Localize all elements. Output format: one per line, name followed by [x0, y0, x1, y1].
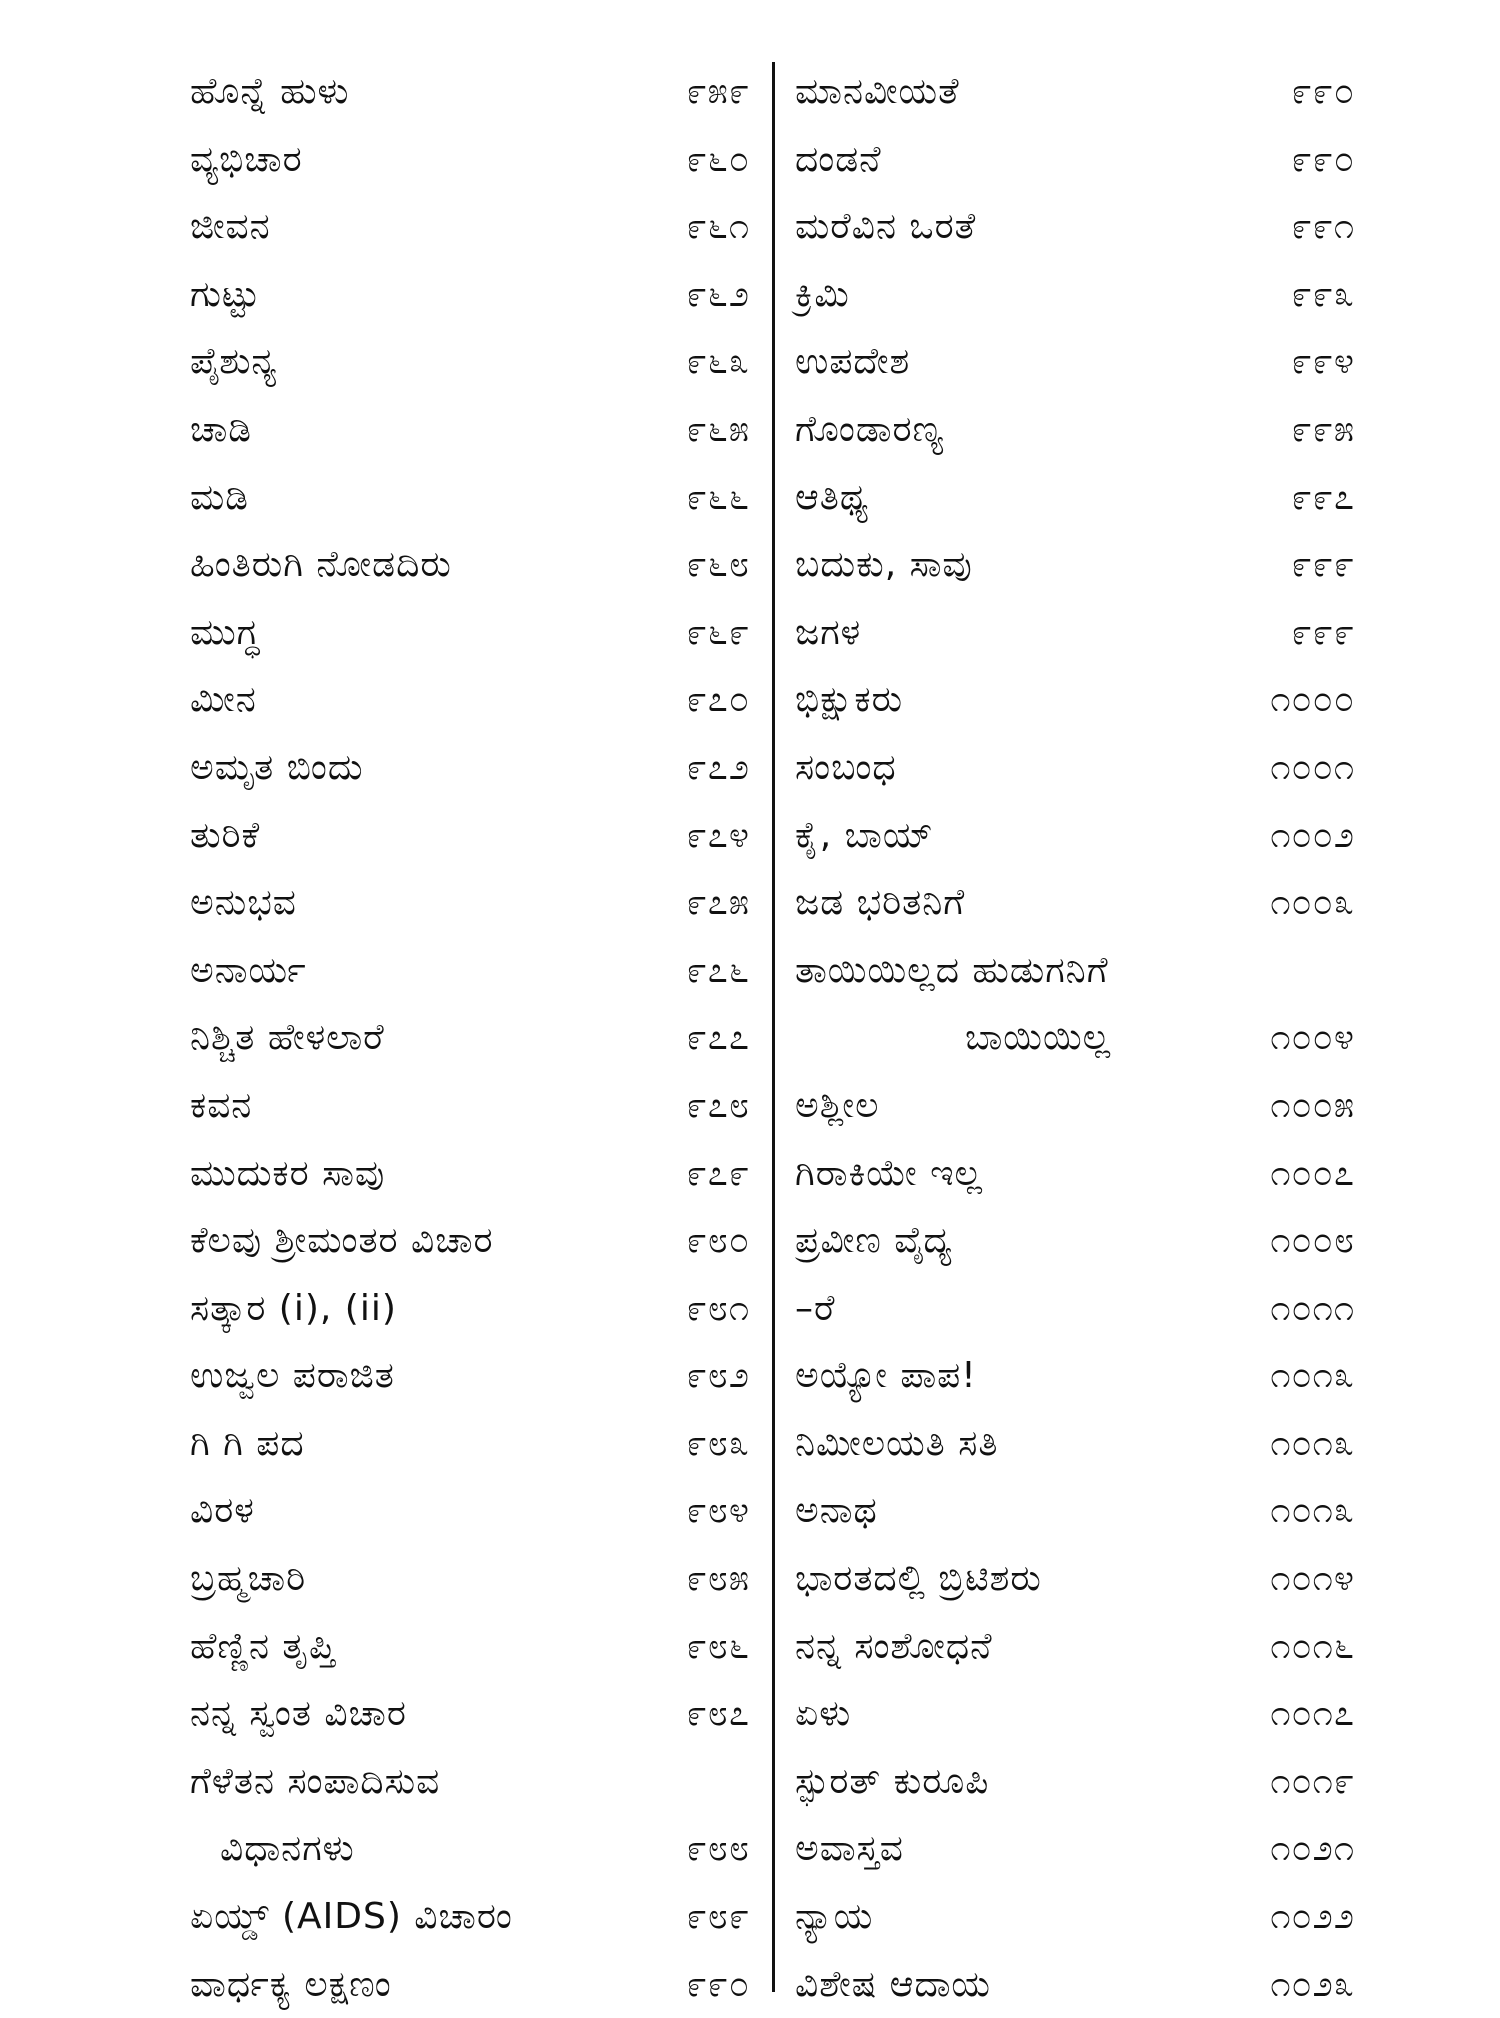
index-entry — [190, 531, 750, 599]
entry-title: ಮುಗ್ಧ — [190, 611, 261, 653]
index-entry — [795, 1140, 1355, 1208]
index-entry — [190, 1680, 750, 1748]
entry-page-number: ೯೭೭ — [686, 1017, 750, 1059]
index-entry — [795, 193, 1355, 261]
entry-page-number: ೯೬೨ — [686, 273, 750, 315]
entry-title: ನನ್ನ ಸಂಶೋಧನೆ — [795, 1625, 993, 1667]
entry-page-number: ೯೯೪ — [1291, 341, 1355, 383]
entry-page-number: ೯೮೦ — [686, 1220, 750, 1262]
index-entry — [190, 1815, 750, 1883]
index-entry — [795, 1072, 1355, 1140]
entry-title: ವಿಧಾನಗಳು — [220, 1828, 355, 1870]
entry-page-number: ೧೦೨೨ — [1270, 1896, 1355, 1938]
entry-page-number: ೯೭೯ — [686, 1152, 750, 1194]
entry-title: ಉಜ್ವಲ ಪರಾಜಿತ — [190, 1355, 395, 1397]
index-entry — [190, 1004, 750, 1072]
entry-title: ತುರಿಕೆ — [190, 814, 261, 856]
index-entry — [190, 666, 750, 734]
entry-page-number: ೧೦೦೧ — [1270, 746, 1355, 788]
entry-title: ವಾರ್ಧಕ್ಯ ಲಕ್ಷಣಂ — [190, 1963, 392, 2005]
entry-page-number: ೯೭೮ — [686, 1084, 750, 1126]
entry-title: ಮಾನವೀಯತೆ — [795, 71, 960, 112]
entry-page-number: ೯೬೮ — [686, 544, 750, 586]
index-entry — [190, 126, 750, 194]
index-entry — [795, 261, 1355, 329]
entry-title: ಗೊಂಡಾರಣ್ಯ — [795, 408, 945, 450]
entry-page-number: ೧೦೦೫ — [1270, 1084, 1355, 1126]
entry-page-number: ೯೯೦ — [1291, 138, 1355, 180]
entry-page-number: ೧೦೦೩ — [1270, 882, 1355, 924]
entry-page-number: ೯೮೬ — [686, 1625, 750, 1667]
entry-title: ಹಿಂತಿರುಗಿ ನೋಡದಿರು — [190, 544, 452, 586]
entry-title: ಚಾಡಿ — [190, 408, 252, 450]
entry-title: ಅವಾಸ್ತವ — [795, 1828, 904, 1870]
entry-title: ಮೀನ — [190, 679, 257, 721]
index-entry — [795, 1275, 1355, 1343]
entry-title: ಗುಟ್ಟು — [190, 273, 261, 315]
entry-page-number: ೯೭೨ — [686, 746, 750, 788]
entry-title: ಭಿಕ್ಷುಕರು — [795, 679, 904, 721]
entry-title: ವಿಶೇಷ ಆದಾಯ — [795, 1963, 991, 2005]
entry-page-number: ೧೦೨೩ — [1270, 1963, 1355, 2005]
entry-page-number: ೯೭೪ — [686, 814, 750, 856]
entry-page-number: ೧೦೦೭ — [1270, 1152, 1355, 1194]
entry-title: ನಿಶ್ಚಿತ ಹೇಳಲಾರೆ — [190, 1017, 385, 1059]
entry-page-number: ೯೯೩ — [1291, 273, 1355, 315]
entry-page-number: ೯೭೫ — [686, 882, 750, 924]
index-entry — [190, 1410, 750, 1478]
entry-page-number: ೯೯೯ — [1291, 611, 1355, 653]
entry-page-number: ೯೬೦ — [686, 138, 750, 180]
entry-title: ಅಶ್ಲೀಲ — [795, 1084, 880, 1126]
index-entry — [190, 869, 750, 937]
entry-title: ಬ್ರಹ್ಮಚಾರಿ — [190, 1558, 307, 1600]
index-entry — [190, 599, 750, 667]
entry-title: ಗೆಳೆತನ ಸಂಪಾದಿಸುವ — [190, 1760, 441, 1802]
entry-title: ಅನುಭವ — [190, 882, 297, 924]
right-column — [795, 58, 1355, 2018]
index-entry — [190, 396, 750, 464]
entry-title: ಕ್ರಿಮಿ — [795, 273, 850, 315]
entry-title: ಅನಾರ್ಯ — [190, 949, 307, 991]
index-entry — [795, 1207, 1355, 1275]
index-entry — [190, 1207, 750, 1275]
entry-title: ಉಪದೇಶ — [795, 341, 911, 383]
entry-page-number: ೯೮೮ — [686, 1828, 750, 1870]
entry-title: ಪೈಶುನ್ಯ — [190, 341, 278, 383]
entry-title: ಅಯ್ಯೋ ಪಾಪ! — [795, 1355, 977, 1397]
index-entry — [190, 1883, 750, 1951]
index-entry — [795, 1545, 1355, 1613]
entry-page-number: ೯೭೬ — [686, 949, 750, 991]
entry-title: ನನ್ನ ಸ್ವಂತ ವಿಚಾರ — [190, 1693, 407, 1735]
entry-page-number: ೯೬೬ — [686, 476, 750, 518]
entry-page-number: ೯೬೩ — [686, 341, 750, 383]
entry-title: ಗಿ ಗಿ ಪದ — [190, 1422, 305, 1464]
entry-page-number: ೧೦೦೪ — [1270, 1017, 1355, 1059]
index-entry — [795, 464, 1355, 532]
entry-title: ಜೀವನ — [190, 206, 271, 248]
index-entry — [795, 599, 1355, 667]
index-entry — [795, 869, 1355, 937]
index-entry — [190, 734, 750, 802]
index-entry — [795, 734, 1355, 802]
entry-page-number: ೧೦೧೩ — [1270, 1355, 1355, 1397]
entry-page-number: ೧೦೧೧ — [1270, 1287, 1355, 1329]
index-entry — [795, 58, 1355, 126]
index-entry — [190, 1275, 750, 1343]
index-entry — [190, 802, 750, 870]
entry-title: ಮಡಿ — [190, 476, 249, 518]
index-entry — [795, 126, 1355, 194]
index-entry — [190, 1613, 750, 1681]
entry-title: ಕೆಲವು ಶ್ರೀಮಂತರ ವಿಚಾರ — [190, 1220, 494, 1262]
entry-page-number: ೯೮೩ — [686, 1422, 750, 1464]
index-entry — [795, 1342, 1355, 1410]
index-entry — [190, 193, 750, 261]
entry-title: ಪ್ರವೀಣ ವೈದ್ಯ — [795, 1220, 953, 1262]
index-entry — [795, 937, 1355, 1005]
index-entry — [190, 1072, 750, 1140]
index-entry — [190, 328, 750, 396]
entry-page-number: ೧೦೧೪ — [1270, 1558, 1355, 1600]
entry-page-number: ೧೦೦೮ — [1270, 1220, 1355, 1262]
index-entry — [795, 1815, 1355, 1883]
entry-title: ಸ್ಫುರತ್ ಕುರೂಪಿ — [795, 1760, 990, 1802]
column-divider — [772, 62, 775, 1992]
entry-title: ನ್ಯಾಯ — [795, 1896, 874, 1938]
entry-page-number: ೯೮೪ — [686, 1490, 750, 1532]
entry-title: ನಿಮೀಲಯತಿ ಸತಿ — [795, 1422, 999, 1464]
entry-page-number: ೧೦೦೨ — [1270, 814, 1355, 856]
index-entry — [190, 464, 750, 532]
entry-title: ದಂಡನೆ — [795, 138, 882, 180]
index-entry — [795, 1410, 1355, 1478]
entry-page-number: ೧೦೧೬ — [1270, 1625, 1355, 1667]
entry-title: ವಿರಳ — [190, 1490, 255, 1532]
entry-title: ಆತಿಥ್ಯ — [795, 476, 870, 518]
index-entry — [795, 666, 1355, 734]
index-entry — [190, 261, 750, 329]
index-entry — [190, 1748, 750, 1816]
index-entry — [795, 1004, 1355, 1072]
index-entry — [190, 1140, 750, 1208]
index-entry — [795, 802, 1355, 870]
entry-page-number: ೧೦೦೦ — [1270, 679, 1355, 721]
index-entry — [795, 531, 1355, 599]
entry-title: ಜಡ ಭರಿತನಿಗೆ — [795, 882, 966, 924]
entry-title: ಮರೆವಿನ ಒರತೆ — [795, 206, 977, 248]
entry-page-number: ೯೬೫ — [686, 408, 750, 450]
entry-title: ಅನಾಥ — [795, 1490, 878, 1532]
entry-page-number: ೯೫೯ — [686, 71, 750, 112]
entry-title: ಕೈ, ಬಾಯ್ — [795, 814, 935, 856]
index-entry — [795, 1680, 1355, 1748]
entry-title: ಭಾರತದಲ್ಲಿ ಬ್ರಿಟಿಶರು — [795, 1558, 1042, 1600]
entry-page-number: ೯೯೯ — [1291, 544, 1355, 586]
entry-title: ಕವನ — [190, 1084, 253, 1126]
index-entry — [190, 1545, 750, 1613]
index-entry — [795, 1883, 1355, 1951]
entry-page-number: ೯೯೦ — [1291, 71, 1355, 112]
index-entry — [795, 328, 1355, 396]
entry-title: ಮುದುಕರ ಸಾವು — [190, 1152, 386, 1194]
left-column — [190, 58, 750, 2018]
entry-page-number: ೯೭೦ — [686, 679, 750, 721]
index-entry — [190, 58, 750, 126]
entry-title: ಏಯ್ಡ್ (AIDS) ವಿಚಾರಂ — [190, 1896, 513, 1938]
index-entry — [795, 1748, 1355, 1816]
entry-page-number: ೧೦೧೯ — [1270, 1760, 1355, 1802]
entry-title: ಬಾಯಿಯಿಲ್ಲ — [965, 1017, 1112, 1059]
entry-title: –ರೆ — [795, 1287, 836, 1329]
index-entry — [190, 1342, 750, 1410]
entry-page-number: ೧೦೧೩ — [1270, 1422, 1355, 1464]
index-entry — [190, 1951, 750, 2018]
entry-page-number: ೯೯೫ — [1291, 408, 1355, 450]
entry-page-number: ೯೯೧ — [1291, 206, 1355, 248]
entry-page-number: ೯೯೦ — [686, 1963, 750, 2005]
entry-page-number: ೯೮೭ — [686, 1693, 750, 1735]
entry-title: ಸತ್ಕಾರ (i), (ii) — [190, 1287, 397, 1329]
entry-title: ಹೆಣ್ಣಿನ ತೃಪ್ತಿ — [190, 1625, 337, 1667]
entry-page-number: ೯೮೯ — [686, 1896, 750, 1938]
index-entry — [795, 1951, 1355, 2018]
entry-page-number: ೯೬೯ — [686, 611, 750, 653]
entry-title: ಸಂಬಂಧ — [795, 746, 897, 788]
entry-page-number: ೯೬೧ — [686, 206, 750, 248]
entry-page-number: ೯೯೭ — [1291, 476, 1355, 518]
entry-title: ಜಗಳ — [795, 611, 862, 653]
entry-title: ಬದುಕು, ಸಾವು — [795, 544, 973, 586]
entry-page-number: ೯೮೫ — [686, 1558, 750, 1600]
entry-page-number: ೯೮೨ — [686, 1355, 750, 1397]
entry-title: ವ್ಯಭಿಚಾರ — [190, 138, 303, 180]
index-entry — [795, 1613, 1355, 1681]
entry-title: ತಾಯಿಯಿಲ್ಲದ ಹುಡುಗನಿಗೆ — [795, 949, 1109, 991]
entry-title: ಹೊನ್ನೆ ಹುಳು — [190, 71, 350, 112]
entry-title: ಅಮೃತ ಬಿಂದು — [190, 746, 364, 788]
index-entry — [190, 937, 750, 1005]
index-entry — [795, 1477, 1355, 1545]
entry-title: ಗಿರಾಕಿಯೇ ಇಲ್ಲ — [795, 1152, 984, 1194]
entry-page-number: ೧೦೨೧ — [1270, 1828, 1355, 1870]
index-entry — [795, 396, 1355, 464]
index-entry — [190, 1477, 750, 1545]
entry-page-number: ೯೮೧ — [686, 1287, 750, 1329]
entry-page-number: ೧೦೧೭ — [1270, 1693, 1355, 1735]
entry-title: ಏಳು — [795, 1693, 852, 1735]
entry-page-number: ೧೦೧೩ — [1270, 1490, 1355, 1532]
